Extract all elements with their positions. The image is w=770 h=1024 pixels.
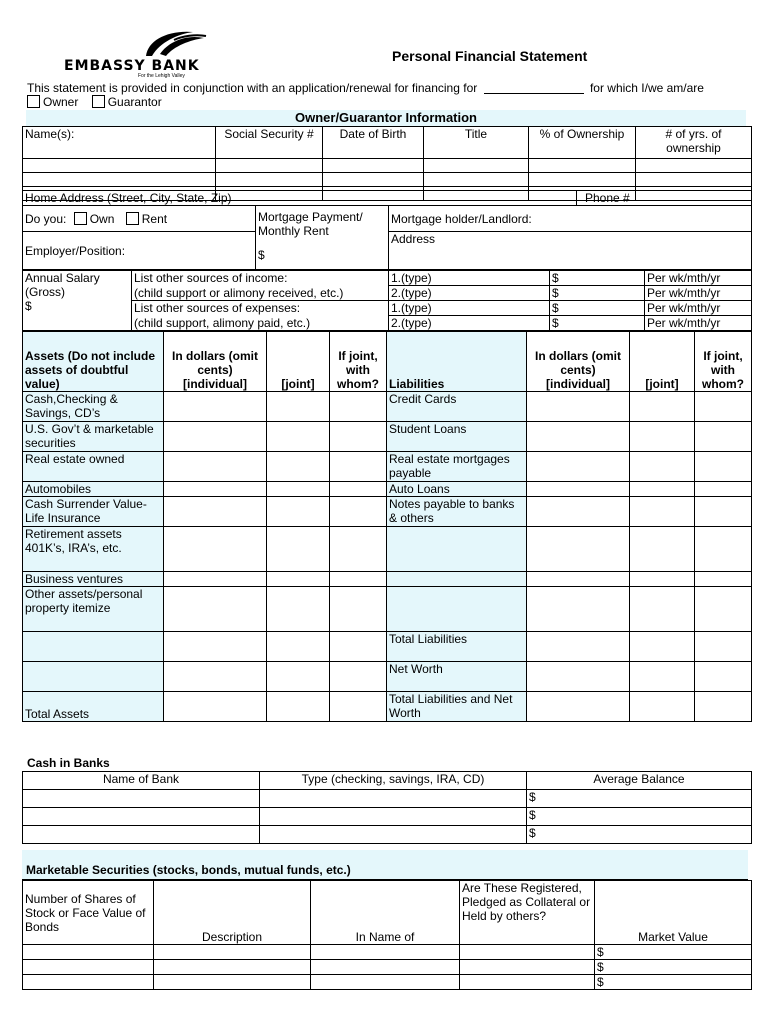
income-label-1: List other sources of income:	[132, 271, 389, 286]
ssn-header: Social Security #	[216, 127, 323, 159]
liability-cell[interactable]	[527, 422, 630, 452]
intro-part1: This statement is provided in conjunction with an application/renewal for financing for	[27, 81, 478, 95]
owner-cell[interactable]	[23, 159, 216, 173]
assets-table	[22, 331, 752, 722]
owner-cell[interactable]	[636, 159, 752, 173]
liability-label: Auto Loans	[387, 482, 527, 497]
bank-type-header: Type (checking, savings, IRA, CD)	[260, 772, 527, 790]
bank-cell[interactable]	[23, 808, 260, 826]
asset-label: Automobiles	[23, 482, 164, 497]
liability-cell[interactable]	[630, 587, 695, 632]
expense-label-1: List other sources of expenses:	[132, 301, 389, 316]
liability-cell[interactable]	[695, 587, 752, 632]
liability-label	[387, 572, 527, 587]
own-label: Own	[89, 211, 115, 226]
salary-cell[interactable]	[23, 271, 132, 331]
description-header: Description	[154, 881, 311, 945]
liability-cell[interactable]	[630, 452, 695, 482]
type-2[interactable]: 2.(type)	[389, 286, 550, 301]
asset-cell[interactable]	[330, 422, 387, 452]
liability-cell[interactable]	[695, 452, 752, 482]
liabilities-header: Liabilities	[387, 332, 527, 392]
pledged-header: Are These Registered, Pledged as Collateral or Held by others?	[460, 881, 595, 945]
securities-title: Marketable Securities (stocks, bonds, mutual funds, etc.)	[22, 850, 748, 880]
liability-cell[interactable]	[695, 572, 752, 587]
liability-cell[interactable]	[527, 392, 630, 422]
market-value-cell[interactable]: $	[595, 945, 752, 960]
amount-3[interactable]: $	[550, 301, 645, 316]
asset-cell[interactable]	[267, 572, 330, 587]
owner-cell[interactable]	[323, 159, 424, 173]
asset-cell[interactable]	[330, 392, 387, 422]
rent-label: Rent	[141, 211, 168, 226]
balance-cell[interactable]: $	[527, 826, 752, 844]
security-cell[interactable]	[311, 945, 460, 960]
security-cell[interactable]	[23, 945, 154, 960]
asset-cell[interactable]	[267, 587, 330, 632]
liability-cell[interactable]	[527, 497, 630, 527]
asset-cell[interactable]	[267, 422, 330, 452]
liability-cell[interactable]	[695, 392, 752, 422]
asset-cell[interactable]	[267, 662, 330, 692]
asset-label	[23, 662, 164, 692]
liability-cell[interactable]	[527, 482, 630, 497]
salary-dollar: $	[25, 299, 32, 313]
per-1[interactable]: Per wk/mth/yr	[645, 271, 752, 286]
asset-cell[interactable]	[330, 587, 387, 632]
asset-cell[interactable]	[164, 452, 267, 482]
type-3[interactable]: 1.(type)	[389, 301, 550, 316]
owner-cell[interactable]	[323, 173, 424, 187]
liab-dollars-header: In dollars (omit cents) [individual]	[527, 332, 630, 392]
security-cell[interactable]	[23, 975, 154, 990]
liability-cell[interactable]	[527, 662, 630, 692]
asset-cell[interactable]	[330, 632, 387, 662]
liability-cell[interactable]	[695, 482, 752, 497]
asset-cell[interactable]	[330, 572, 387, 587]
asset-cell[interactable]	[267, 632, 330, 662]
pct-header: % of Ownership	[529, 127, 636, 159]
income-table	[22, 270, 752, 331]
liability-label: Notes payable to banks & others	[387, 497, 527, 527]
security-cell[interactable]	[23, 960, 154, 975]
assets-joint-header: [joint]	[267, 332, 330, 392]
title-header: Title	[424, 127, 529, 159]
asset-cell[interactable]	[330, 482, 387, 497]
market-value-cell[interactable]: $	[595, 960, 752, 975]
names-header: Name(s):	[23, 127, 216, 159]
liability-label: Real estate mortgages payable	[387, 452, 527, 482]
liability-label	[387, 587, 527, 632]
liability-label: Credit Cards	[387, 392, 527, 422]
asset-label: Real estate owned	[23, 452, 164, 482]
liab-joint-header: [joint]	[630, 332, 695, 392]
security-cell[interactable]	[460, 945, 595, 960]
asset-cell[interactable]	[267, 392, 330, 422]
asset-cell[interactable]	[164, 632, 267, 662]
asset-cell[interactable]	[267, 452, 330, 482]
asset-label: Business ventures	[23, 572, 164, 587]
bank-cell[interactable]	[260, 826, 527, 844]
liability-cell[interactable]	[695, 497, 752, 527]
securities-table	[22, 880, 752, 990]
security-cell[interactable]	[311, 975, 460, 990]
bank-cell[interactable]	[260, 808, 527, 826]
type-1[interactable]: 1.(type)	[389, 271, 550, 286]
bank-cell[interactable]	[23, 826, 260, 844]
asset-label: Cash Surrender Value- Life Insurance	[23, 497, 164, 527]
asset-cell[interactable]	[164, 527, 267, 572]
own-rent-cell	[23, 206, 256, 232]
liability-cell[interactable]	[527, 452, 630, 482]
liability-cell[interactable]	[630, 422, 695, 452]
assets-dollars-header: In dollars (omit cents) [individual]	[164, 332, 267, 392]
liability-cell[interactable]	[527, 632, 630, 662]
in-name-of-header: In Name of	[311, 881, 460, 945]
liability-cell[interactable]	[695, 632, 752, 662]
owner-cell[interactable]	[424, 173, 529, 187]
asset-cell[interactable]	[267, 692, 330, 722]
guarantor-label: Guarantor	[107, 95, 162, 109]
market-value-header: Market Value	[595, 881, 752, 945]
liab-whom-header: If joint, with whom?	[695, 332, 752, 392]
intro-part2: for which I/we am/are	[589, 81, 704, 95]
balance-cell[interactable]: $	[527, 790, 752, 808]
market-value-cell[interactable]: $	[595, 975, 752, 990]
liability-cell[interactable]	[630, 632, 695, 662]
liability-cell[interactable]	[630, 527, 695, 572]
liability-cell[interactable]	[630, 692, 695, 722]
asset-label: U.S. Gov’t & marketable securities	[23, 422, 164, 452]
liability-cell[interactable]	[695, 422, 752, 452]
liability-cell[interactable]	[527, 587, 630, 632]
balance-header: Average Balance	[527, 772, 752, 790]
liability-cell[interactable]	[527, 572, 630, 587]
security-cell[interactable]	[154, 975, 311, 990]
asset-cell[interactable]	[330, 692, 387, 722]
per-4[interactable]: Per wk/mth/yr	[645, 316, 752, 331]
address-label[interactable]: Address	[389, 232, 752, 270]
asset-cell[interactable]	[164, 692, 267, 722]
asset-cell[interactable]	[267, 482, 330, 497]
liability-cell[interactable]	[630, 662, 695, 692]
liability-label: Total Liabilities	[387, 632, 527, 662]
liability-label: Total Liabilities and Net Worth	[387, 692, 527, 722]
years-header: # of yrs. of ownership	[636, 127, 752, 159]
bank-logo	[58, 28, 203, 78]
amount-2[interactable]: $	[550, 286, 645, 301]
salary-label: Annual Salary	[25, 271, 100, 285]
asset-label	[23, 632, 164, 662]
security-cell[interactable]	[460, 960, 595, 975]
asset-cell[interactable]	[164, 572, 267, 587]
home-address-label[interactable]: Home Address (Street, City, State, Zip)	[23, 191, 577, 206]
owner-checkbox[interactable]	[27, 95, 40, 108]
liability-label: Net Worth	[387, 662, 527, 692]
security-cell[interactable]	[154, 960, 311, 975]
guarantor-checkbox[interactable]	[92, 95, 105, 108]
asset-cell[interactable]	[164, 587, 267, 632]
liability-cell[interactable]	[695, 662, 752, 692]
owner-cell[interactable]	[23, 173, 216, 187]
asset-label: Other assets/personal property itemize	[23, 587, 164, 632]
assets-whom-header: If joint, with whom?	[330, 332, 387, 392]
asset-cell[interactable]	[164, 662, 267, 692]
own-checkbox[interactable]	[74, 212, 87, 225]
mortgage-dollar: $	[258, 248, 265, 262]
asset-label: Cash,Checking & Savings, CD’s	[23, 392, 164, 422]
total-assets-label: Total Assets	[23, 692, 164, 722]
owner-cell[interactable]	[424, 159, 529, 173]
liability-cell[interactable]	[527, 527, 630, 572]
dob-header: Date of Birth	[323, 127, 424, 159]
owner-cell[interactable]	[529, 173, 636, 187]
owner-cell[interactable]	[216, 173, 323, 187]
mortgage-holder-label[interactable]: Mortgage holder/Landlord:	[389, 206, 752, 232]
swoosh-icon	[138, 28, 208, 60]
role-checkboxes	[27, 95, 162, 109]
bank-cell[interactable]	[260, 790, 527, 808]
security-cell[interactable]	[460, 975, 595, 990]
mortgage-payment-cell[interactable]	[256, 206, 389, 270]
address-table	[22, 190, 752, 270]
liability-cell[interactable]	[695, 692, 752, 722]
financing-blank[interactable]	[484, 93, 584, 94]
liability-label: Student Loans	[387, 422, 527, 452]
mortgage-payment-label: Mortgage Payment/ Monthly Rent	[258, 210, 363, 238]
per-2[interactable]: Per wk/mth/yr	[645, 286, 752, 301]
liability-cell[interactable]	[527, 692, 630, 722]
type-4[interactable]: 2.(type)	[389, 316, 550, 331]
rent-checkbox[interactable]	[126, 212, 139, 225]
owner-cell[interactable]	[529, 159, 636, 173]
asset-cell[interactable]	[330, 662, 387, 692]
form-title: Personal Financial Statement	[392, 48, 588, 64]
liability-cell[interactable]	[630, 392, 695, 422]
asset-cell[interactable]	[330, 497, 387, 527]
cash-banks-title: Cash in Banks	[27, 756, 110, 770]
owner-cell[interactable]	[636, 173, 752, 187]
liability-cell[interactable]	[695, 527, 752, 572]
asset-cell[interactable]	[330, 452, 387, 482]
intro-text	[27, 81, 762, 95]
shares-header: Number of Shares of Stock or Face Value of Bonds	[23, 881, 154, 945]
asset-cell[interactable]	[164, 422, 267, 452]
balance-cell[interactable]: $	[527, 808, 752, 826]
phone-label[interactable]	[577, 191, 752, 206]
phone-text: Phone #	[585, 191, 630, 205]
employer-label[interactable]: Employer/Position:	[23, 232, 256, 270]
cash-banks-table	[22, 771, 752, 844]
asset-cell[interactable]	[164, 497, 267, 527]
assets-header: Assets (Do not include assets of doubtful value)	[23, 332, 164, 392]
asset-cell[interactable]	[267, 527, 330, 572]
owner-label: Owner	[43, 95, 79, 109]
expense-label-2: (child support, alimony paid, etc.)	[132, 316, 389, 331]
bank-tagline: For the Lehigh Valley	[138, 73, 185, 79]
gross-label: (Gross)	[25, 285, 65, 299]
asset-label: Retirement assets 401K’s, IRA’s, etc.	[23, 527, 164, 572]
do-you-label: Do you:	[25, 211, 67, 226]
owner-cell[interactable]	[216, 159, 323, 173]
bank-name-header: Name of Bank	[23, 772, 260, 790]
liability-label	[387, 527, 527, 572]
owner-section-title: Owner/Guarantor Information	[26, 110, 746, 126]
amount-1[interactable]: $	[550, 271, 645, 286]
bank-cell[interactable]	[23, 790, 260, 808]
income-label-2: (child support or alimony received, etc.)	[132, 286, 389, 301]
asset-cell[interactable]	[330, 527, 387, 572]
per-3[interactable]: Per wk/mth/yr	[645, 301, 752, 316]
security-cell[interactable]	[311, 960, 460, 975]
liability-cell[interactable]	[630, 497, 695, 527]
amount-4[interactable]: $	[550, 316, 645, 331]
asset-cell[interactable]	[164, 482, 267, 497]
bank-name: EMBASSY BANK	[64, 58, 200, 74]
liability-cell[interactable]	[630, 482, 695, 497]
asset-cell[interactable]	[267, 497, 330, 527]
security-cell[interactable]	[154, 945, 311, 960]
asset-cell[interactable]	[164, 392, 267, 422]
liability-cell[interactable]	[630, 572, 695, 587]
